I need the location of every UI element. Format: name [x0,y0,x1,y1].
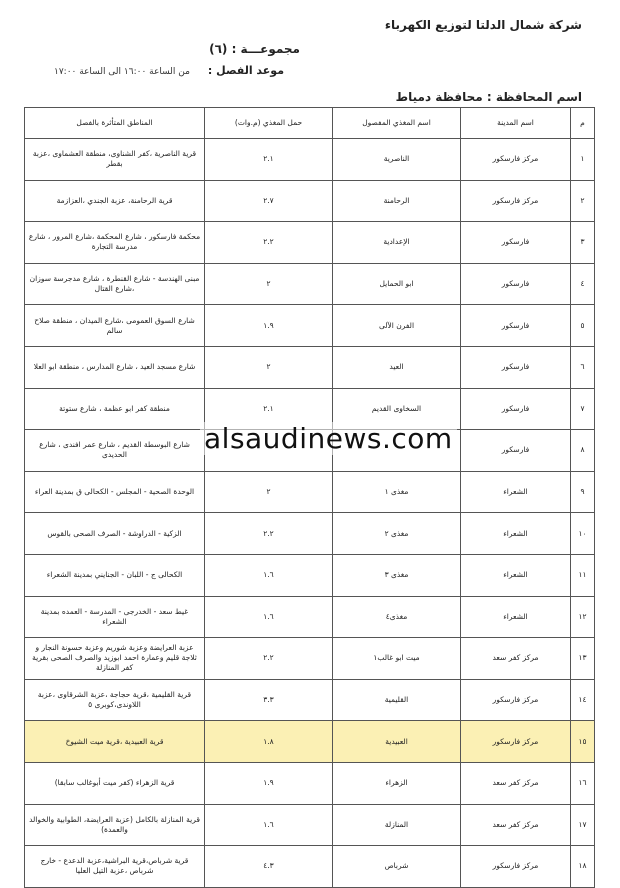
areas-cell: مبنى الهندسة - شارع القنطرة ، شارع مدجرسة سوزان ،شارع القتال [25,263,205,305]
row-index: ٢ [571,180,595,222]
company-name: شركة شمال الدلتا لتوزيع الكهرباء [384,18,582,32]
table-row [25,346,595,388]
city-cell: فارسكور [461,346,571,388]
city-cell: مركز كفر سعد [461,638,571,680]
table-body [25,139,595,888]
city-cell: فارسكور [461,430,571,472]
col-header-feeder: اسم المغذي المفصول [333,108,461,139]
city-cell: فارسكور [461,222,571,264]
areas-cell: شارع السوق العمومى ،شارع الميدان ، منطقة صلاح سالم [25,305,205,347]
row-index: ١٧ [571,804,595,846]
feeder-cell: العبيدية [333,721,461,763]
load-cell: ٢.١ [205,388,333,430]
areas-cell: الكحالى ج - اللبان - الجنايني بمدينة الشعراء [25,554,205,596]
areas-cell: شارع البوسطة القديم ، شارع عمر افندى ، شارع الحديدى [25,430,205,472]
feeder-cell: مغذى٤ [333,596,461,638]
cut-time: من الساعة ١٦:٠٠ الى الساعة ١٧:٠٠ [54,67,190,77]
row-index: ١١ [571,554,595,596]
city-cell: الشعراء [461,471,571,513]
city-cell: مركز فارسكور [461,139,571,181]
cut-label: موعد الفصل : [207,64,284,77]
areas-cell: غيط سعد - الخدرجى - المدرسة - العمده بمدينة الشعراء [25,596,205,638]
load-cell: ١.٦ [205,804,333,846]
feeder-cell: القليمية [333,679,461,721]
governorate-name: اسم المحافظة : محافظة دمياط [395,90,582,104]
table-row [25,762,595,804]
city-cell: مركز فارسكور [461,679,571,721]
load-cell: ٢ [205,346,333,388]
load-cell: ١.٦ [205,554,333,596]
table-row [25,554,595,596]
city-cell: مركز كفر سعد [461,762,571,804]
row-index: ١٨ [571,846,595,888]
city-cell: مركز كفر سعد [461,804,571,846]
city-cell: مركز فارسكور [461,180,571,222]
feeder-cell: الناصرية [333,139,461,181]
row-index: ٧ [571,388,595,430]
city-cell: مركز فارسكور [461,846,571,888]
row-index: ٥ [571,305,595,347]
row-index: ٦ [571,346,595,388]
feeder-cell: المنازلة [333,804,461,846]
load-cell: ١.٦ [205,596,333,638]
city-cell: الشعراء [461,596,571,638]
table-header-row [25,108,595,139]
areas-cell: قرية الرحامنة، عزبة الجندي ،العزازمة [25,180,205,222]
feeder-cell: الزهراء [333,762,461,804]
row-index: ١٠ [571,513,595,555]
table-row [25,471,595,513]
table-row [25,679,595,721]
table-row [25,139,595,181]
table-row [25,222,595,264]
areas-cell: قرية الناصرية ،كفر الشناوى، منطقة العشماوى ،عزبة بقطر [25,139,205,181]
feeder-cell: مغذى ٢ [333,513,461,555]
row-index: ١٣ [571,638,595,680]
city-cell: فارسكور [461,263,571,305]
load-cell: ٢ [205,471,333,513]
table-row [25,721,595,763]
load-cell: ٢.٢ [205,222,333,264]
group-number: مجموعـــة : (٦) [209,42,300,56]
row-index: ١٢ [571,596,595,638]
feeder-cell: الرحامنة [333,180,461,222]
load-cell: ٣.٣ [205,679,333,721]
table-row [25,846,595,888]
areas-cell: منطقة كفر ابو عظمة ، شارع ستوتة [25,388,205,430]
areas-cell: قرية شرباص،قرية البراشية،عزبة الدعدع - خارج شرباص ،عزبة التيل العليا [25,846,205,888]
areas-cell: قرية الزهراء (كفر ميت أبوغالب سابقا) [25,762,205,804]
feeder-cell: الإعدادية [333,222,461,264]
col-header-index: م [571,108,595,139]
col-header-load: حمل المغذي (م.وات) [205,108,333,139]
load-cell: ٢.٢ [205,513,333,555]
areas-cell: شارع مسجد العيد ، شارع المدارس ، منطقة ابو العلا [25,346,205,388]
table-row [25,804,595,846]
areas-cell: قرية المنازلة بالكامل (عزبة العرايضة، الطوابية والخوالد والعمدة) [25,804,205,846]
city-cell: فارسكور [461,305,571,347]
watermark: alsaudinews.com [200,422,457,455]
col-header-city: اسم المدينة [461,108,571,139]
table-row [25,513,595,555]
row-index: ١٥ [571,721,595,763]
row-index: ١ [571,139,595,181]
city-cell: الشعراء [461,513,571,555]
row-index: ٨ [571,430,595,472]
row-index: ١٤ [571,679,595,721]
load-cell: ٤.٣ [205,846,333,888]
feeder-cell: شرباص [333,846,461,888]
table-row [25,180,595,222]
areas-cell: عزبة العرايضة وعزبة شوريم وعزبة حسونة النجار و ثلاجة قليم وعمارة احمد ابوزيد والصرف الصحى بقرية كفر المنازلة [25,638,205,680]
areas-cell: قرية العبيدية ،قرية ميت الشيوخ [25,721,205,763]
areas-cell: الوحدة الصحية - المجلس - الكحالى ق بمدينة العراء [25,471,205,513]
feeder-cell: مغذى ١ [333,471,461,513]
row-index: ٤ [571,263,595,305]
load-cell: ١.٩ [205,762,333,804]
feeder-cell: السخاوى القديم [333,388,461,430]
load-cell: ١.٩ [205,305,333,347]
feeder-cell: ميت ابو غالب١ [333,638,461,680]
load-cell: ١.٨ [205,721,333,763]
table-row [25,263,595,305]
row-index: ١٦ [571,762,595,804]
load-cell: ٢.٧ [205,180,333,222]
areas-cell: محكمة فارسكور ، شارع المحكمة ،شارع المرور ، شارع مدرسة التجارة [25,222,205,264]
feeder-cell: مغذى ٣ [333,554,461,596]
table-row [25,638,595,680]
areas-cell: الزكية - الدراوشة - الصرف الصحى بالقوس [25,513,205,555]
city-cell: فارسكور [461,388,571,430]
feeder-cell: العيد [333,346,461,388]
load-cell: ٢.٢ [205,638,333,680]
feeder-cell: ابو الحمايل [333,263,461,305]
row-index: ٩ [571,471,595,513]
outage-table [24,107,595,888]
load-cell: ٢.١ [205,139,333,181]
areas-cell: قرية القليمية ،قرية حجاجة ،عزبة الشرقاوى ،عزبة اللاوندى،كوبرى ٥ [25,679,205,721]
city-cell: الشعراء [461,554,571,596]
city-cell: مركز فارسكور [461,721,571,763]
table-row [25,305,595,347]
col-header-areas: المناطق المتأثرة بالفصل [25,108,205,139]
feeder-cell: الفرن الآلى [333,305,461,347]
load-cell: ٢ [205,263,333,305]
table-row [25,596,595,638]
row-index: ٣ [571,222,595,264]
